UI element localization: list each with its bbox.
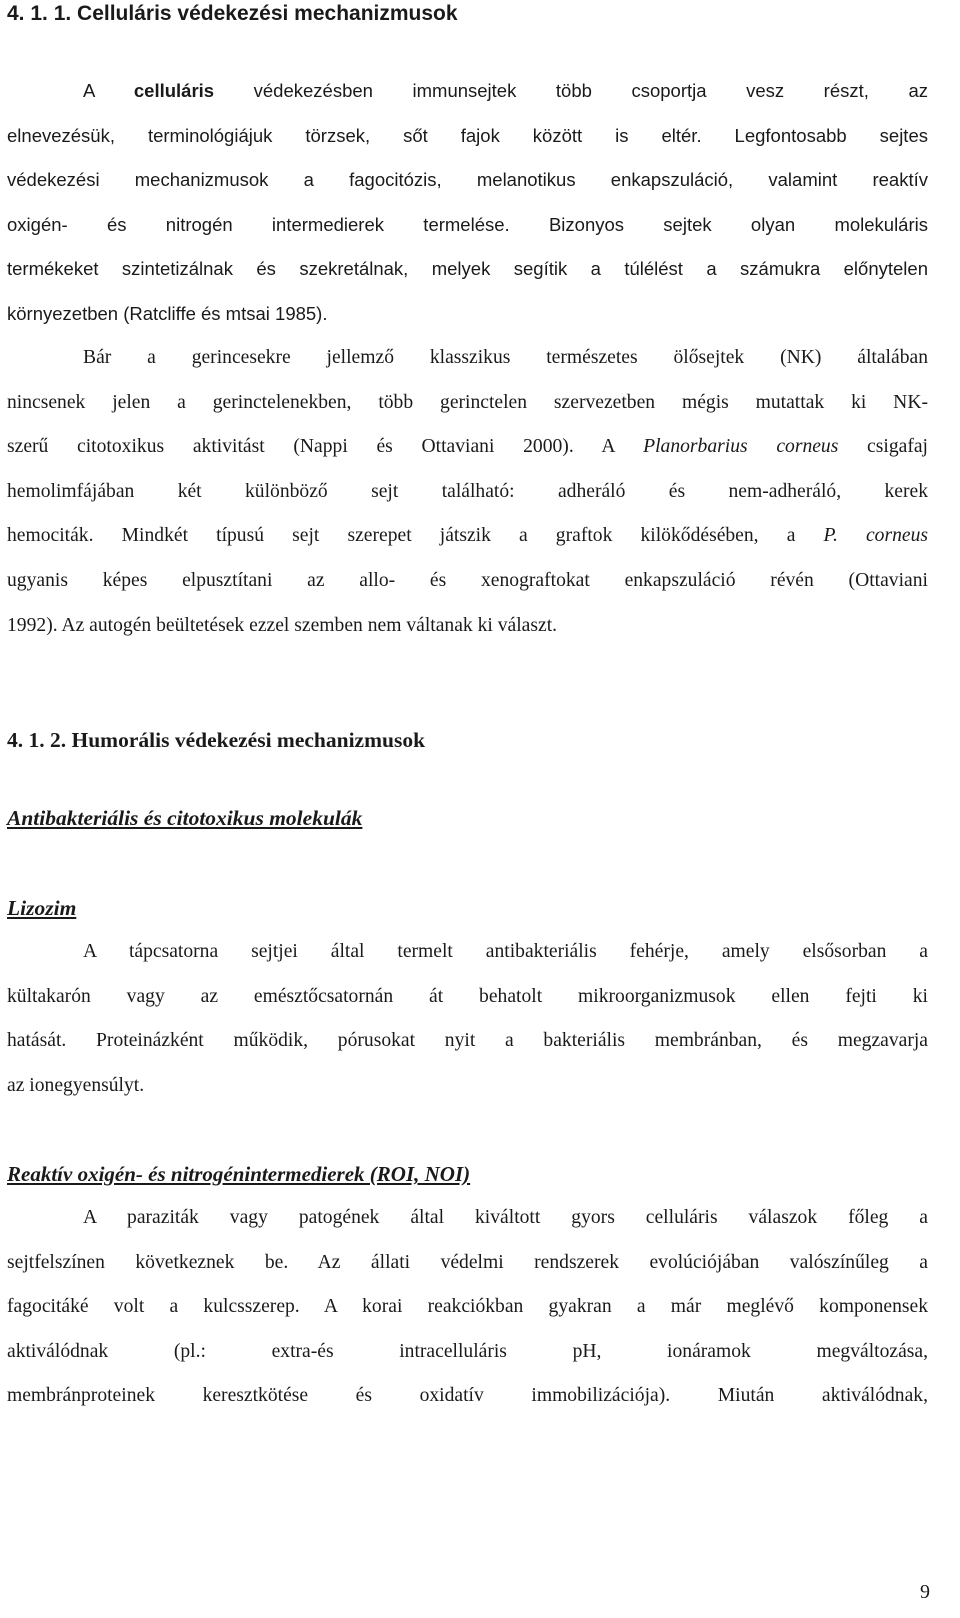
text-line: A paraziták vagy patogének által kiváltott gyors celluláris válaszok főleg a	[83, 1207, 928, 1228]
page-number: 9	[920, 1581, 930, 1603]
text-line: környezetben (Ratcliffe és mtsai 1985).	[7, 302, 328, 324]
text-line: aktiválódnak (pl.: extra-és intracelluláris pH, ionáramok megváltozása,	[7, 1340, 928, 1362]
subheading-lysozyme: Lizozim	[7, 896, 77, 920]
text-run: védekezésben immunsejtek több csoportja vesz részt, az	[214, 80, 928, 101]
text-line: 1992). Az autogén beültetések ezzel szemben nem váltanak ki választ.	[7, 614, 558, 636]
section-heading-cellular: 4. 1. 1. Celluláris védekezési mechanizmusok	[7, 2, 458, 25]
text-line: nincsenek jelen a gerinctelenekben, több gerinctelen szervezetben mégis mutattak ki NK-	[7, 391, 928, 413]
text-run: hemociták. Mindkét típusú sejt szerepet játszik a graftok kilökődésében, a	[7, 525, 824, 547]
text-line: Bár a gerincesekre jellemző klasszikus természetes ölősejtek (NK) általában	[83, 347, 928, 368]
species-name: P. corneus	[823, 525, 928, 547]
bold-term: celluláris	[133, 80, 215, 101]
text-line: membránproteinek keresztkötése és oxidatív immobilizációja). Miután aktiválódnak,	[7, 1385, 928, 1407]
text-line	[7, 514, 928, 559]
text-run: szerű citotoxikus aktivitást (Nappi és Ottaviani 2000). A	[7, 436, 644, 458]
text-line: A tápcsatorna sejtjei által termelt antibakteriális fehérje, amely elsősorban a	[83, 941, 928, 962]
text-line: kültakarón vagy az emésztőcsatornán át behatolt mikroorganizmusok ellen fejti ki	[7, 985, 928, 1007]
species-name: Planorbarius corneus	[643, 436, 839, 458]
text-run: A	[83, 80, 134, 101]
subheading-antibacterial: Antibakteriális és citotoxikus molekulák	[7, 806, 363, 830]
paragraph-lysozyme	[7, 930, 928, 1108]
text-line: az ionegyensúlyt.	[7, 1074, 145, 1096]
text-line	[7, 425, 928, 470]
text-run: csigafaj	[838, 436, 928, 458]
text-line: hatását. Proteinázként működik, pórusokat nyit a bakteriális membránban, és megzavarja	[7, 1030, 928, 1052]
text-line: oxigén- és nitrogén intermedierek termelése. Bizonyos sejtek olyan molekuláris	[7, 213, 928, 235]
paragraph-nk-cells	[7, 336, 928, 648]
text-line: sejtfelszínen következnek be. Az állati védelmi rendszerek evolúciójában valószínűleg a	[7, 1251, 928, 1273]
subheading-reactive-intermediates: Reaktív oxigén- és nitrogénintermedierek (ROI, NOI)	[7, 1162, 471, 1186]
document-page	[7, 0, 928, 1618]
text-line: hemolimfájában két különböző sejt található: adheráló és nem-adheráló, kerek	[7, 480, 928, 502]
paragraph-cellular-intro	[7, 69, 928, 337]
paragraph-reactive-intermediates	[7, 1196, 928, 1419]
text-line: ugyanis képes elpusztítani az allo- és xenograftokat enkapszuláció révén (Ottaviani	[7, 569, 928, 591]
text-line: termékeket szintetizálnak és szekretálnak, melyek segítik a túlélést a számukra előnytelen	[7, 258, 928, 280]
section-heading-humoral: 4. 1. 2. Humorális védekezési mechanizmusok	[7, 728, 426, 752]
text-line: fagocitáké volt a kulcsszerep. A korai reakciókban gyakran a már meglévő komponensek	[7, 1296, 928, 1318]
text-line	[7, 69, 928, 114]
text-line: elnevezésük, terminológiájuk törzsek, sőt fajok között is eltér. Legfontosabb sejtes	[7, 124, 928, 146]
text-line: védekezési mechanizmusok a fagocitózis, melanotikus enkapszuláció, valamint reaktív	[7, 169, 928, 191]
